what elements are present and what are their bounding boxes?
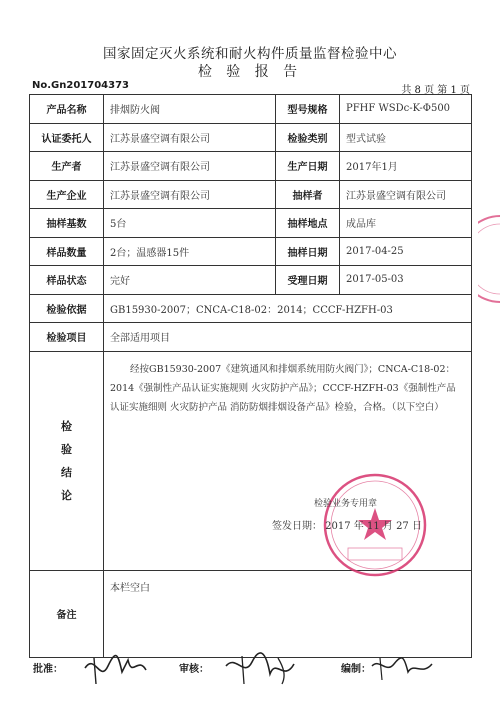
field-label: 认证委托人 [30,123,104,152]
field-label: 检验项目 [30,323,104,352]
remark-label: 备注 [30,570,104,657]
page-indicator: 共 8 页 第 1 页 [401,85,470,96]
conclusion-cell [104,351,472,570]
page-edge-seal-stamp [478,214,500,304]
conclusion-label-char: 结 [61,465,72,479]
field-label: 抽样日期 [276,237,340,266]
review-label: 审核： [179,664,209,675]
sample-place-value: 成品库 [340,209,472,238]
table-row [30,123,472,152]
field-label: 产品名称 [30,95,104,124]
producer-value: 江苏景盛空调有限公司 [104,152,276,181]
sample-date-value: 2017-04-25 [340,237,472,266]
field-label: 生产者 [30,152,104,181]
compiler-signature [368,652,438,684]
approve-label: 批准： [33,664,63,675]
field-label: 样品数量 [30,237,104,266]
field-label: 抽样者 [276,180,340,209]
model-value: PFHF WSDc-K-Φ500 [340,95,472,124]
field-label: 生产日期 [276,152,340,181]
items-value: 全部适用项目 [104,323,472,352]
table-row [30,266,472,295]
field-label: 抽样地点 [276,209,340,238]
table-row [30,95,472,124]
conclusion-label-char: 验 [61,442,72,456]
sign-date: 签发日期： 2017 年 11 月 27 日 [272,520,422,532]
remark-cell [104,570,472,657]
field-label: 抽样基数 [30,209,104,238]
product-name-value: 排烟防火阀 [104,95,276,124]
document-title: 检 验 报 告 [197,64,303,80]
table-row [30,180,472,209]
field-label: 检验类别 [276,123,340,152]
conclusion-label-cell [30,351,104,570]
conclusion-label-char: 检 [61,419,72,433]
sample-qty-value: 2台；温感器15件 [104,237,276,266]
manufacturer-value: 江苏景盛空调有限公司 [104,180,276,209]
report-table [29,94,472,658]
table-row [30,209,472,238]
field-label: 生产企业 [30,180,104,209]
reviewer-signature [222,648,302,688]
table-row [30,152,472,181]
field-label: 检验依据 [30,294,104,323]
table-row [30,294,472,323]
client-value: 江苏景盛空调有限公司 [104,123,276,152]
field-label: 样品状态 [30,266,104,295]
basis-value: GB15930-2007；CNCA-C18-02：2014；CCCF-HZFH-03 [104,294,472,323]
field-label: 受理日期 [276,266,340,295]
test-category-value: 型式试验 [340,123,472,152]
sample-base-value: 5台 [104,209,276,238]
stamp-label: 检验业务专用章 [314,498,378,509]
sample-state-value: 完好 [104,266,276,295]
production-date-value: 2017年1月 [340,152,472,181]
conclusion-label-char: 论 [61,488,72,502]
conclusion-label [36,415,97,507]
report-number: No.Gn201704373 [32,80,129,91]
sampler-value: 江苏景盛空调有限公司 [340,180,472,209]
conclusion-body [104,352,471,570]
conclusion-text: 经按GB15930-2007《建筑通风和排烟系统用防火阀门》；CNCA-C18-02：2014《强制性产品认证实施规则 火灾防护产品》；CCCF-HZFH-03《强制性产品认证实施细则 火灾防护产品 消防防烟排烟设备产品》检验，合格。（以下空白） [110,363,456,413]
accept-date-value: 2017-05-03 [340,266,472,295]
compile-label: 编制： [341,664,371,675]
remark-body [104,571,471,657]
conclusion-row [30,351,472,570]
remark-row [30,570,472,657]
approver-signature [80,648,150,688]
remark-text: 本栏空白 [110,582,150,594]
field-label: 型号规格 [276,95,340,124]
org-title: 国家固定灭火系统和耐火构件质量监督检验中心 [103,46,397,62]
table-row [30,323,472,352]
table-row [30,237,472,266]
